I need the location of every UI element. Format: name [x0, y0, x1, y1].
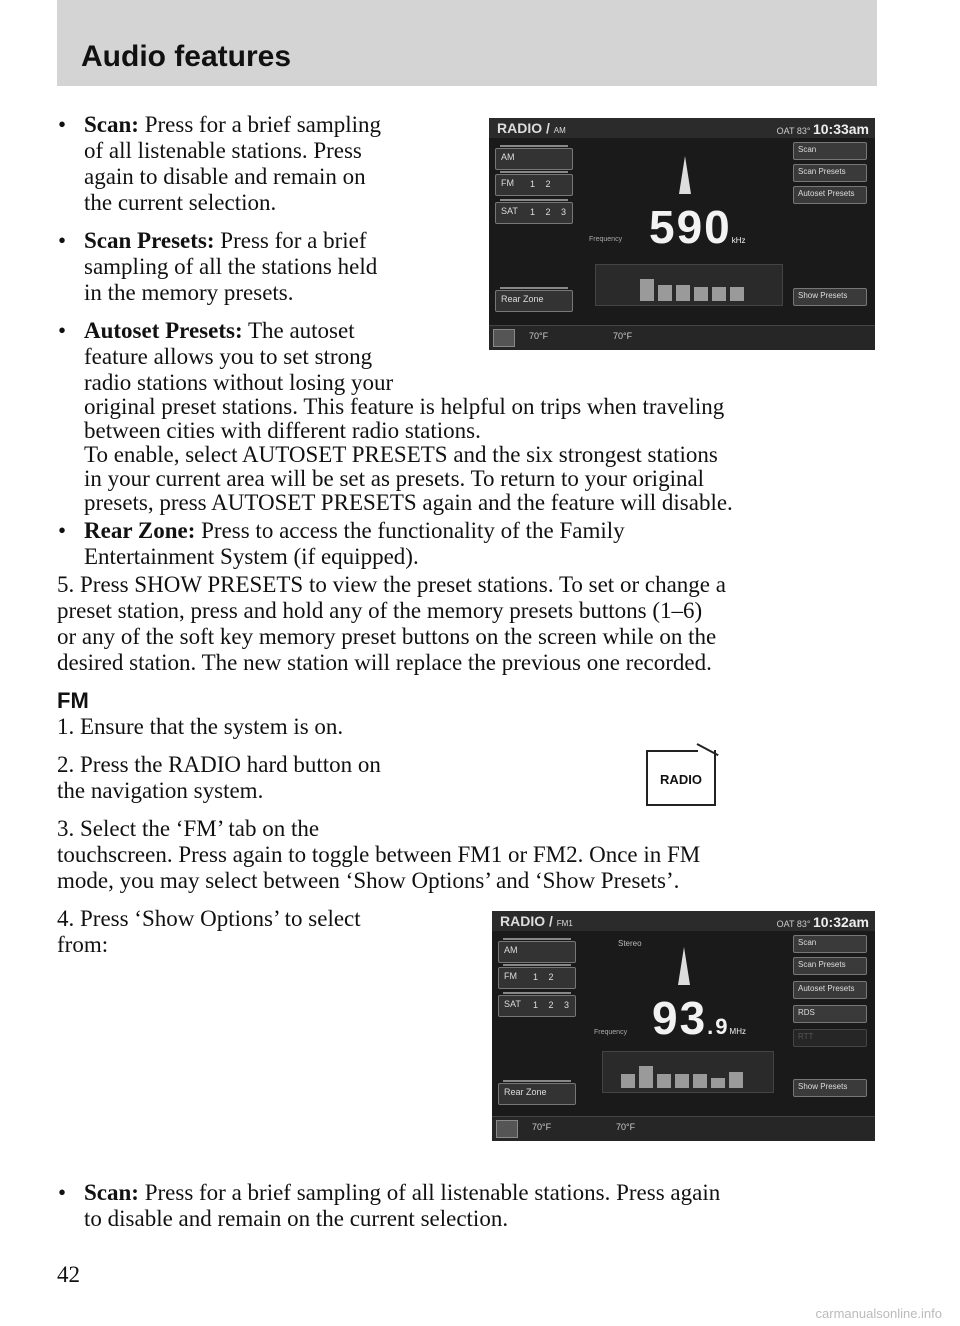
text-line: the current selection. — [84, 190, 277, 215]
climate-bar — [489, 325, 875, 350]
tab-sat[interactable] — [495, 202, 573, 224]
screen-subtitle: AM — [553, 126, 566, 135]
line: Press to access the functionality of the Family — [201, 518, 625, 543]
frequency-label: Frequency — [589, 236, 623, 243]
text-line: Entertainment System (if equipped). — [84, 544, 419, 569]
preset-bar — [639, 1066, 653, 1088]
bullet-marker: • — [58, 112, 67, 137]
paragraph-rear-zone — [84, 518, 625, 544]
text-line: again to disable and remain on — [84, 164, 366, 189]
preset-bar — [658, 285, 672, 301]
line: Press for a brief — [220, 228, 367, 253]
bullet-marker: • — [58, 1180, 67, 1205]
stereo-indicator: Stereo — [618, 939, 642, 948]
scan-presets-button[interactable]: Scan Presets — [793, 957, 867, 975]
fm-step-3: touchscreen. Press again to toggle between FM1 or FM2. Once in FM — [57, 842, 701, 867]
step-5-line: or any of the soft key memory preset buttons on the screen while on the — [57, 624, 717, 649]
screen-clock: 10:32am — [812, 914, 869, 930]
preset-strip — [602, 1051, 774, 1093]
preset-bar — [712, 287, 726, 301]
fm-step-4: 4. Press ‘Show Options’ to select — [57, 906, 361, 931]
passenger-temp: 70°F — [616, 1122, 636, 1132]
screen-title — [500, 913, 573, 929]
fm-step-3: 3. Select the ‘FM’ tab on the — [57, 816, 320, 841]
paragraph-autoset-presets — [84, 318, 355, 344]
tab-numbers: 1 2 — [530, 179, 555, 189]
tab-fm[interactable] — [495, 174, 573, 196]
screen-clock: 10:33am — [812, 121, 869, 137]
tab-am[interactable] — [495, 148, 573, 170]
frequency-unit: kHz — [731, 236, 746, 245]
radio-button-label: RADIO — [660, 772, 702, 787]
preset-strip — [595, 264, 783, 306]
text-line: in the memory presets. — [84, 280, 294, 305]
fm-step-2: 2. Press the RADIO hard button on — [57, 752, 381, 777]
driver-temp: 70°F — [529, 331, 549, 341]
screen-status-bar — [492, 911, 875, 931]
outside-temp: OAT 83° — [776, 919, 811, 929]
text-line: radio stations without losing your — [84, 370, 394, 395]
tab-fm[interactable] — [498, 967, 576, 989]
text-line: of all listenable stations. Press — [84, 138, 362, 163]
line: Press for a brief sampling of all listenable stations. Press again — [144, 1180, 721, 1205]
term-label: Rear Zone: — [84, 518, 196, 543]
tab-am[interactable] — [498, 941, 576, 963]
frequency-display — [649, 200, 746, 254]
passenger-temp: 70°F — [613, 331, 633, 341]
section-header — [57, 0, 877, 86]
fm-step-1: 1. Ensure that the system is on. — [57, 714, 344, 739]
line: Press for a brief sampling — [144, 112, 382, 137]
paragraph-scan — [84, 112, 381, 138]
preset-bar — [730, 287, 744, 301]
section-title: Audio features — [81, 40, 292, 73]
tab-numbers: 1 2 3 — [533, 1000, 574, 1010]
preset-bar — [640, 279, 654, 301]
fm-heading: FM — [57, 688, 89, 713]
bullet-marker: • — [58, 518, 67, 543]
bullet-marker: • — [58, 228, 67, 253]
preset-bar — [675, 1074, 689, 1088]
tab-label: AM — [504, 945, 518, 955]
text-line: feature allows you to set strong — [84, 344, 373, 369]
screen-status — [777, 914, 869, 930]
fm-step-4: from: — [57, 932, 109, 957]
text-line: in your current area will be set as presets. To return to your original — [84, 466, 705, 491]
antenna-icon — [678, 947, 690, 985]
home-icon[interactable] — [493, 329, 515, 347]
rear-zone-button[interactable] — [495, 290, 573, 312]
home-icon[interactable] — [496, 1120, 518, 1138]
text-line: to disable and remain on the current selection. — [84, 1206, 509, 1231]
term-label: Scan: — [84, 1180, 139, 1205]
antenna-icon — [679, 156, 691, 194]
step-5-line: preset station, press and hold any of the memory presets buttons (1–6) — [57, 598, 703, 623]
frequency-decimal: .9 — [707, 1014, 730, 1039]
paragraph-scan-presets — [84, 228, 367, 254]
watermark: carmanualsonline.info — [815, 1306, 942, 1321]
scan-button[interactable]: Scan — [793, 142, 867, 160]
text-line: sampling of all the stations held — [84, 254, 378, 279]
frequency-display — [652, 991, 746, 1045]
bullet-marker: • — [58, 318, 67, 343]
text-line: between cities with different radio stations. — [84, 418, 481, 443]
tab-label: SAT — [504, 999, 521, 1009]
step-5-line: 5. Press SHOW PRESETS to view the preset stations. To set or change a — [57, 572, 726, 597]
screen-status — [777, 121, 869, 137]
rear-zone-label: Rear Zone — [501, 294, 544, 304]
show-presets-button[interactable]: Show Presets — [793, 288, 867, 306]
screen-title — [497, 120, 566, 136]
frequency-unit: MHz — [729, 1027, 746, 1036]
page-number: 42 — [57, 1262, 80, 1287]
text-line: To enable, select AUTOSET PRESETS and the six strongest stations — [84, 442, 718, 467]
radio-hard-button-icon — [646, 750, 716, 806]
rear-zone-button[interactable] — [498, 1083, 576, 1105]
term-label: Scan: — [84, 112, 139, 137]
term-label: Scan Presets: — [84, 228, 215, 253]
outside-temp: OAT 83° — [776, 126, 811, 136]
line: The autoset — [247, 318, 355, 343]
step-5-line: desired station. The new station will replace the previous one recorded. — [57, 650, 712, 675]
screen-subtitle: FM1 — [556, 919, 573, 928]
preset-bar — [729, 1072, 743, 1088]
tab-numbers: 1 2 3 — [530, 207, 571, 217]
paragraph-fm-scan — [84, 1180, 720, 1206]
frequency-value: 590 — [649, 201, 732, 253]
preset-bar — [711, 1078, 725, 1088]
fm-step-2: the navigation system. — [57, 778, 264, 803]
preset-bar — [657, 1074, 671, 1088]
term-label: Autoset Presets: — [84, 318, 243, 343]
driver-temp: 70°F — [532, 1122, 552, 1132]
scan-presets-button[interactable]: Scan Presets — [793, 164, 867, 182]
tab-label: FM — [501, 178, 514, 188]
tab-sat[interactable] — [498, 995, 576, 1017]
text-line: original preset stations. This feature is helpful on trips when traveling — [84, 394, 725, 419]
tab-label: FM — [504, 971, 517, 981]
screen-title-text: RADIO / — [497, 120, 550, 136]
rds-button[interactable]: RDS — [793, 1005, 867, 1023]
radio-screen-fm — [492, 911, 875, 1141]
frequency-value: 93 — [652, 992, 708, 1044]
fm-step-3: mode, you may select between ‘Show Options’ and ‘Show Presets’. — [57, 868, 680, 893]
show-presets-button[interactable]: Show Presets — [793, 1079, 867, 1097]
tab-label: SAT — [501, 206, 518, 216]
tab-numbers: 1 2 — [533, 972, 558, 982]
rtt-button[interactable]: RTT — [793, 1029, 867, 1047]
scan-button[interactable]: Scan — [793, 935, 867, 953]
climate-bar — [492, 1116, 875, 1141]
autoset-presets-button[interactable]: Autoset Presets — [793, 981, 867, 999]
radio-screen-am — [489, 118, 875, 350]
preset-bar — [676, 285, 690, 301]
preset-bar — [693, 1074, 707, 1088]
preset-bar — [621, 1074, 635, 1088]
screen-title-text: RADIO / — [500, 913, 553, 929]
preset-bar — [694, 287, 708, 301]
autoset-presets-button[interactable]: Autoset Presets — [793, 186, 867, 204]
text-line: presets, press AUTOSET PRESETS again and the feature will disable. — [84, 490, 733, 515]
rear-zone-label: Rear Zone — [504, 1087, 547, 1097]
tab-label: AM — [501, 152, 515, 162]
screen-status-bar — [489, 118, 875, 138]
frequency-label: Frequency — [594, 1029, 628, 1036]
